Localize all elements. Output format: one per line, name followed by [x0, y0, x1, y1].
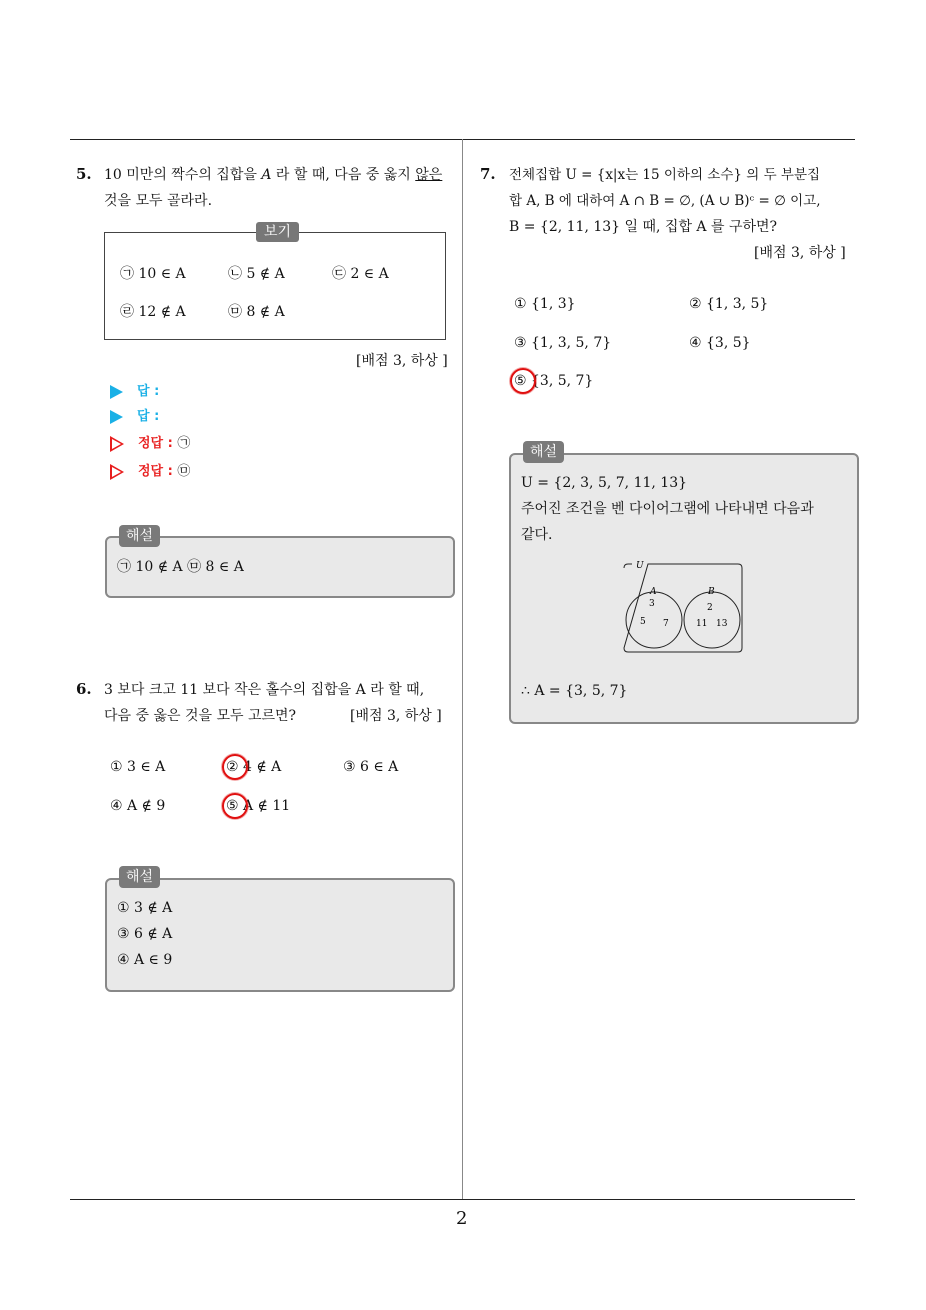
- q6-choice-3[interactable]: ③ 6 ∈ A: [343, 759, 399, 775]
- q5-number: 5.: [76, 165, 92, 183]
- venn-diagram: [620, 560, 744, 656]
- q7-solution-line3: 같다.: [521, 527, 553, 543]
- correct-label: 정답 :: [138, 464, 173, 479]
- q5-text-b: 라 할 때, 다음 중 옳지: [271, 167, 416, 183]
- q5-correct-row-2: [110, 460, 190, 480]
- venn-a-num: 7: [663, 619, 669, 629]
- q7-choice-1[interactable]: ① {1, 3}: [514, 296, 576, 312]
- q6-solution-title: 해설: [119, 866, 160, 888]
- q7-text-line1: 전체집합 U = {x|x는 15 이하의 소수} 의 두 부분집: [509, 167, 821, 183]
- q5-item-3: ㉢ 2 ∈ A: [332, 266, 389, 282]
- q7-choice-2[interactable]: ② {1, 3, 5}: [689, 296, 769, 312]
- q5-var: A: [261, 167, 272, 183]
- q5-item-5: ㉤ 8 ∉ A: [228, 304, 285, 320]
- correct-value: ㉤: [177, 464, 191, 479]
- venn-b-num: 13: [716, 619, 728, 629]
- q7-solution-conclusion: ∴ A = {3, 5, 7}: [521, 683, 628, 699]
- q5-text-line2: 것을 모두 골라라.: [104, 193, 213, 209]
- bottom-rule: [70, 1199, 855, 1200]
- venn-b-num: 11: [696, 619, 708, 629]
- answer-label: 답 :: [137, 409, 160, 424]
- q7-solution-title: 해설: [523, 441, 564, 463]
- q6-text-line2: 다음 중 옳은 것을 모두 고르면?: [104, 708, 297, 724]
- q6-solution-line3: ④ A ∈ 9: [117, 952, 173, 968]
- q6-selected-mark-5: [222, 793, 248, 819]
- q6-choice-1[interactable]: ① 3 ∈ A: [110, 759, 166, 775]
- q6-choice-5[interactable]: ⑤ A ∉ 11: [226, 798, 291, 814]
- q5-solution-text: ㉠ 10 ∉ A ㉤ 8 ∈ A: [117, 559, 244, 575]
- triangle-outline-icon: [110, 436, 124, 452]
- correct-value: ㉠: [177, 436, 191, 451]
- q6-choice-2[interactable]: ② 4 ∉ A: [226, 759, 282, 775]
- q5-answer-row-2: [110, 405, 159, 424]
- q7-solution-line1: U = {2, 3, 5, 7, 11, 13}: [521, 475, 688, 491]
- q5-example-box-title: 보기: [256, 222, 299, 242]
- venn-u-label: U: [636, 561, 644, 571]
- q5-example-box: [104, 232, 446, 340]
- q6-text-line1: 3 보다 크고 11 보다 작은 홀수의 집합을 A 라 할 때,: [104, 682, 425, 698]
- q7-number: 7.: [480, 165, 496, 183]
- play-icon: [110, 410, 123, 424]
- q7-choice-4[interactable]: ④ {3, 5}: [689, 335, 751, 351]
- answer-label: 답 :: [137, 384, 160, 399]
- q5-item-2: ㉡ 5 ∉ A: [228, 266, 285, 282]
- q5-answer-row-1: [110, 380, 159, 399]
- q6-solution-line2: ③ 6 ∉ A: [117, 926, 173, 942]
- q5-solution-title: 해설: [119, 525, 160, 547]
- q6-solution-line1: ① 3 ∉ A: [117, 900, 173, 916]
- q5-item-1: ㉠ 10 ∈ A: [120, 266, 186, 282]
- venn-a-label: A: [650, 587, 657, 597]
- q7-score: [배점 3, 하상 ]: [754, 245, 846, 261]
- q7-solution-line2: 주어진 조건을 벤 다이어그램에 나타내면 다음과: [521, 501, 814, 517]
- q7-selected-mark-5: [510, 368, 536, 394]
- q6-score: [배점 3, 하상 ]: [350, 708, 442, 724]
- venn-a-num: 3: [649, 599, 655, 609]
- q5-correct-row-1: [110, 432, 190, 452]
- venn-a-num: 5: [640, 617, 646, 627]
- venn-b-label: B: [708, 587, 715, 597]
- triangle-outline-icon: [110, 464, 124, 480]
- q7-text-line2: 합 A, B 에 대하여 A ∩ B = ∅, (A ∪ B)ᶜ = ∅ 이고,: [509, 193, 821, 209]
- venn-circle-b: [684, 592, 740, 648]
- q7-text-line3: B = {2, 11, 13} 일 때, 집합 A 를 구하면?: [509, 219, 778, 235]
- q5-score: [배점 3, 하상 ]: [356, 353, 448, 369]
- venn-b-num: 2: [707, 603, 713, 613]
- q6-selected-mark-2: [222, 754, 248, 780]
- q5-underlined-word: 않은: [415, 167, 443, 183]
- q6-number: 6.: [76, 680, 92, 698]
- q5-item-4: ㉣ 12 ∉ A: [120, 304, 186, 320]
- column-divider: [462, 139, 463, 1200]
- q7-choice-3[interactable]: ③ {1, 3, 5, 7}: [514, 335, 612, 351]
- q5-text-a: 10 미만의 짝수의 집합을: [104, 167, 262, 183]
- correct-label: 정답 :: [138, 436, 173, 451]
- q5-text-line1: [104, 165, 442, 185]
- page-number: 2: [456, 1208, 468, 1229]
- play-icon: [110, 385, 123, 399]
- q7-choice-5[interactable]: ⑤ {3, 5, 7}: [514, 373, 594, 389]
- q6-choice-4[interactable]: ④ A ∉ 9: [110, 798, 166, 814]
